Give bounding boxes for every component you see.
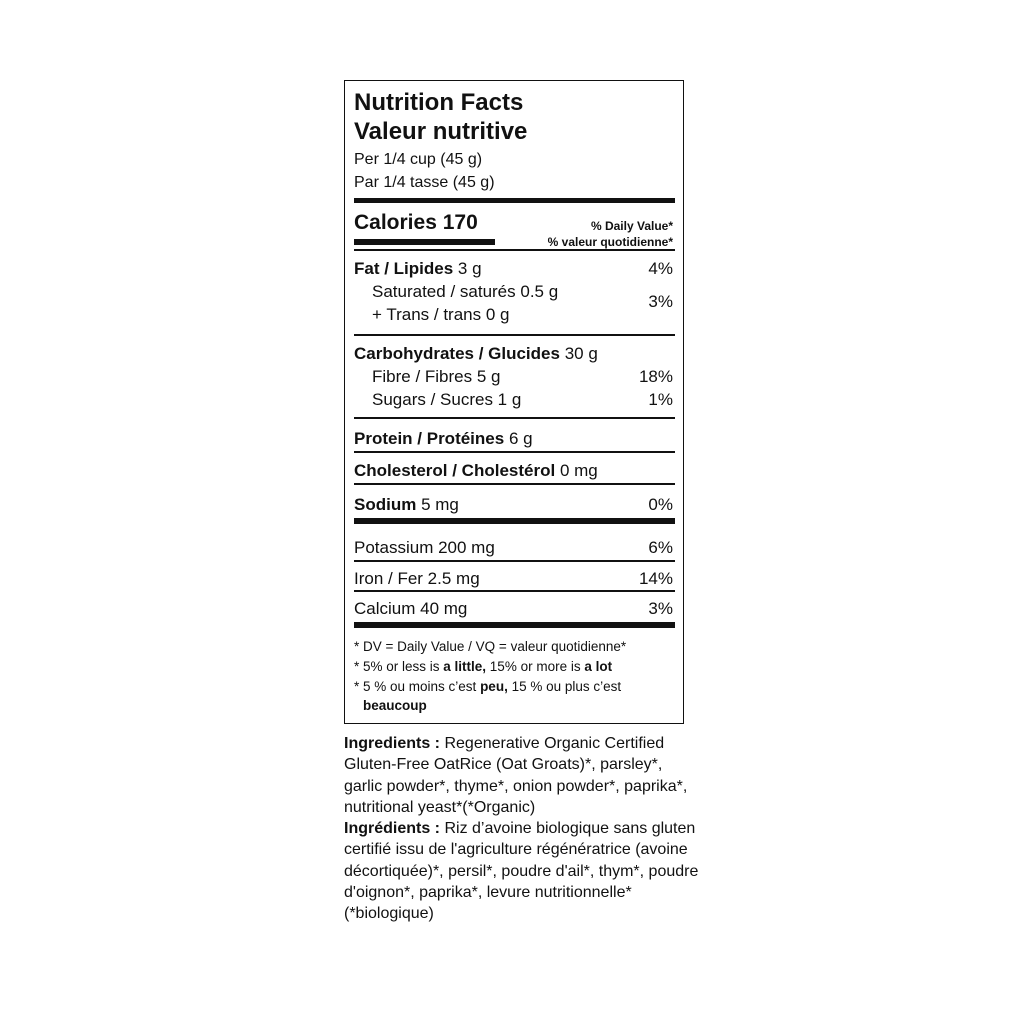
divider [354,334,675,336]
footnote-fr: * 5 % ou moins c’est peu, 15 % ou plus c’est [354,679,622,694]
ingredients-fr [344,818,704,924]
calories-underline [354,239,495,245]
nutrition-facts-table [344,80,684,724]
divider [354,560,675,562]
iron-dv: 14% [638,569,673,588]
sugars-dv: 1% [648,390,673,409]
potassium-dv: 6% [648,538,673,557]
dv-header-en: % Daily Value* [590,219,673,233]
cholesterol-row [354,462,598,479]
protein-amount: 6 g [508,429,533,448]
divider-thick [354,622,675,628]
ingredients-section [344,733,704,925]
divider [354,417,675,419]
protein-row [354,430,533,447]
carbohydrates-row [354,345,598,362]
fat-row [354,260,482,277]
calcium-row: Calcium 40 mg [354,599,468,618]
calcium-dv: 3% [648,599,673,618]
sugars-row: Sugars / Sucres 1 g [372,390,522,409]
divider [354,483,675,485]
divider-thick [354,518,675,524]
divider [354,451,675,453]
footnote-en: * 5% or less is a little, 15% or more is a lot [354,659,613,674]
fibre-row: Fibre / Fibres 5 g [372,367,501,386]
trans-row: + Trans / trans 0 g [372,305,510,324]
fat-dv: 4% [648,259,673,278]
cholesterol-name: Cholesterol / Cholestérol [354,461,556,480]
divider [354,249,675,251]
serving-size-fr: Par 1/4 tasse (45 g) [354,174,495,191]
footnote-dv: * DV = Daily Value / VQ = valeur quotidienne* [354,639,627,654]
carbohydrates-name: Carbohydrates / Glucides [354,344,560,363]
title-en: Nutrition Facts [354,89,524,116]
sodium-amount: 5 mg [421,495,459,514]
saturated-trans-dv: 3% [648,292,673,311]
calories: Calories 170 [354,211,478,234]
sodium-name: Sodium [354,495,417,514]
ingredients-en-heading: Ingredients : [344,735,441,752]
sodium-dv: 0% [648,495,673,514]
potassium-row: Potassium 200 mg [354,538,495,557]
ingredients-en [344,733,704,818]
saturated-row: Saturated / saturés 0.5 g [372,282,559,301]
ingredients-fr-heading: Ingrédients : [344,820,441,838]
ingredients-fr-text: Riz d’avoine biologique sans gluten certifié issu de l'agriculture régénératrice (avoine décortiquée)*, persil*, poudre d'ail*, thym*, poudre d'oignon*, paprika*, levure nutritionnelle* (*biologique) [344,820,699,923]
fat-amount: 3 g [457,259,482,278]
divider-thick [354,198,675,203]
carbohydrates-amount: 30 g [564,344,598,363]
protein-name: Protein / Protéines [354,429,505,448]
dv-header-fr: % valeur quotidienne* [547,235,673,249]
ingredients-en-text: Regenerative Organic Certified Gluten-Free OatRice (Oat Groats)*, parsley*, garlic powder*, thyme*, onion powder*, paprika*, nutritional yeast*(*Organic) [344,735,688,816]
sodium-row [354,496,459,513]
footnote-fr-end: beaucoup [363,698,427,713]
fibre-dv: 18% [638,367,673,386]
iron-row: Iron / Fer 2.5 mg [354,569,480,588]
fat-name: Fat / Lipides [354,259,454,278]
divider [354,590,675,592]
cholesterol-amount: 0 mg [559,461,598,480]
title-fr: Valeur nutritive [354,118,528,145]
serving-size-en: Per 1/4 cup (45 g) [354,151,483,168]
